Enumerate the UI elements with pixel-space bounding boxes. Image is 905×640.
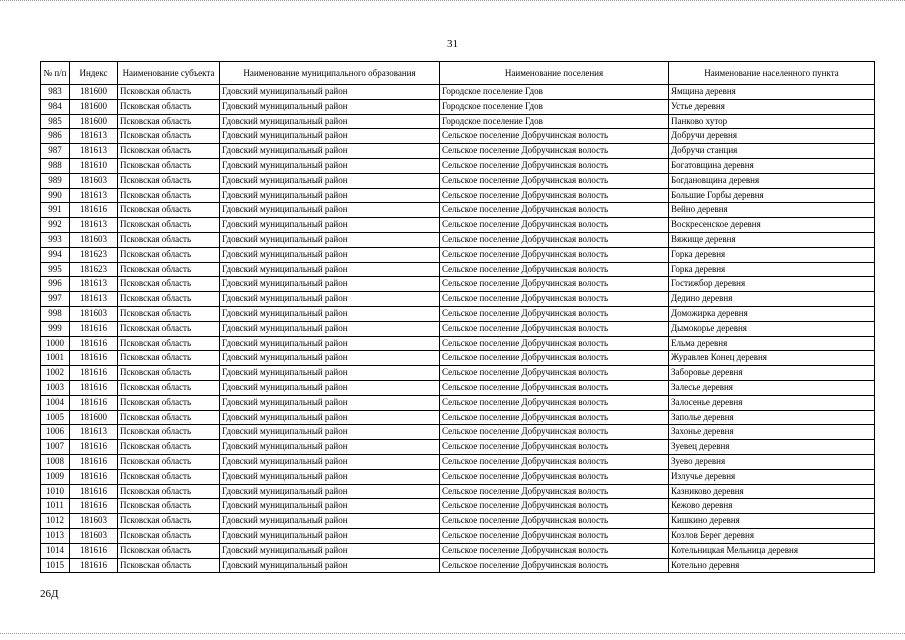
- cell-locality: Добручи деревня: [669, 129, 875, 144]
- cell-subject: Псковская область: [118, 277, 220, 292]
- cell-settlement: Сельское поселение Добручинская волость: [440, 469, 669, 484]
- cell-number: 1002: [41, 366, 70, 381]
- cell-settlement: Сельское поселение Добручинская волость: [440, 336, 669, 351]
- cell-index: 181616: [70, 440, 118, 455]
- table-row: [41, 499, 875, 514]
- cell-number: 1013: [41, 528, 70, 543]
- cell-subject: Псковская область: [118, 203, 220, 218]
- cell-locality: Горка деревня: [669, 247, 875, 262]
- table-row: [41, 336, 875, 351]
- cell-locality: Кежово деревня: [669, 499, 875, 514]
- cell-municipality: Гдовский муниципальный район: [220, 321, 440, 336]
- cell-locality: Воскресенское деревня: [669, 218, 875, 233]
- cell-municipality: Гдовский муниципальный район: [220, 366, 440, 381]
- cell-subject: Псковская область: [118, 543, 220, 558]
- cell-locality: Богдановщина деревня: [669, 173, 875, 188]
- cell-municipality: Гдовский муниципальный район: [220, 306, 440, 321]
- cell-number: 986: [41, 129, 70, 144]
- cell-subject: Псковская область: [118, 158, 220, 173]
- cell-number: 1007: [41, 440, 70, 455]
- table-row: [41, 380, 875, 395]
- cell-index: 181616: [70, 351, 118, 366]
- cell-settlement: Сельское поселение Добручинская волость: [440, 277, 669, 292]
- cell-settlement: Сельское поселение Добручинская волость: [440, 351, 669, 366]
- table-row: [41, 484, 875, 499]
- cell-settlement: Сельское поселение Добручинская волость: [440, 380, 669, 395]
- cell-settlement: Сельское поселение Добручинская волость: [440, 144, 669, 159]
- cell-municipality: Гдовский муниципальный район: [220, 188, 440, 203]
- cell-municipality: Гдовский муниципальный район: [220, 558, 440, 573]
- table-row: [41, 306, 875, 321]
- table-row: [41, 410, 875, 425]
- cell-subject: Псковская область: [118, 321, 220, 336]
- header-index: Индекс: [70, 62, 118, 85]
- table-row: [41, 144, 875, 159]
- cell-index: 181616: [70, 469, 118, 484]
- cell-index: 181616: [70, 380, 118, 395]
- cell-subject: Псковская область: [118, 129, 220, 144]
- settlements-table: [40, 61, 875, 573]
- table-row: [41, 262, 875, 277]
- cell-number: 990: [41, 188, 70, 203]
- table-row: [41, 425, 875, 440]
- cell-number: 1015: [41, 558, 70, 573]
- cell-index: 181603: [70, 528, 118, 543]
- cell-subject: Псковская область: [118, 454, 220, 469]
- cell-settlement: Сельское поселение Добручинская волость: [440, 528, 669, 543]
- cell-index: 181616: [70, 484, 118, 499]
- cell-subject: Псковская область: [118, 144, 220, 159]
- cell-locality: Панково хутор: [669, 114, 875, 129]
- cell-municipality: Гдовский муниципальный район: [220, 425, 440, 440]
- cell-number: 1009: [41, 469, 70, 484]
- table-row: [41, 173, 875, 188]
- cell-number: 1005: [41, 410, 70, 425]
- cell-settlement: Городское поселение Гдов: [440, 99, 669, 114]
- cell-settlement: Сельское поселение Добручинская волость: [440, 247, 669, 262]
- cell-municipality: Гдовский муниципальный район: [220, 85, 440, 100]
- cell-subject: Псковская область: [118, 484, 220, 499]
- cell-index: 181613: [70, 188, 118, 203]
- cell-settlement: Сельское поселение Добручинская волость: [440, 484, 669, 499]
- cell-index: 181613: [70, 129, 118, 144]
- cell-number: 1012: [41, 514, 70, 529]
- table-row: [41, 188, 875, 203]
- cell-index: 181600: [70, 85, 118, 100]
- cell-locality: Журавлев Конец деревня: [669, 351, 875, 366]
- cell-number: 989: [41, 173, 70, 188]
- header-municipality: Наименование муниципального образования: [220, 62, 440, 85]
- cell-locality: Зуевец деревня: [669, 440, 875, 455]
- cell-index: 181616: [70, 203, 118, 218]
- table-row: [41, 469, 875, 484]
- table-row: [41, 129, 875, 144]
- cell-settlement: Сельское поселение Добручинская волость: [440, 440, 669, 455]
- cell-municipality: Гдовский муниципальный район: [220, 144, 440, 159]
- cell-number: 997: [41, 292, 70, 307]
- cell-settlement: Сельское поселение Добручинская волость: [440, 499, 669, 514]
- cell-number: 991: [41, 203, 70, 218]
- cell-locality: Вяжище деревня: [669, 232, 875, 247]
- table-row: [41, 247, 875, 262]
- cell-index: 181616: [70, 543, 118, 558]
- cell-settlement: Сельское поселение Добручинская волость: [440, 543, 669, 558]
- cell-subject: Псковская область: [118, 499, 220, 514]
- cell-subject: Псковская область: [118, 440, 220, 455]
- cell-index: 181603: [70, 173, 118, 188]
- cell-index: 181613: [70, 218, 118, 233]
- table-row: [41, 558, 875, 573]
- cell-municipality: Гдовский муниципальный район: [220, 440, 440, 455]
- cell-locality: Зуево деревня: [669, 454, 875, 469]
- cell-index: 181616: [70, 395, 118, 410]
- cell-locality: Богатовщина деревня: [669, 158, 875, 173]
- cell-locality: Залосенье деревня: [669, 395, 875, 410]
- footer-code: 26Д: [40, 588, 59, 600]
- cell-number: 1001: [41, 351, 70, 366]
- table-row: [41, 85, 875, 100]
- cell-index: 181603: [70, 232, 118, 247]
- cell-locality: Залесье деревня: [669, 380, 875, 395]
- cell-index: 181616: [70, 454, 118, 469]
- cell-locality: Ямщина деревня: [669, 85, 875, 100]
- cell-subject: Псковская область: [118, 306, 220, 321]
- cell-municipality: Гдовский муниципальный район: [220, 262, 440, 277]
- cell-locality: Дымокорье деревня: [669, 321, 875, 336]
- cell-subject: Псковская область: [118, 247, 220, 262]
- table-body: [41, 85, 875, 573]
- table-row: [41, 232, 875, 247]
- cell-settlement: Сельское поселение Добручинская волость: [440, 514, 669, 529]
- cell-number: 984: [41, 99, 70, 114]
- cell-settlement: Сельское поселение Добручинская волость: [440, 218, 669, 233]
- cell-municipality: Гдовский муниципальный район: [220, 528, 440, 543]
- cell-number: 994: [41, 247, 70, 262]
- table-row: [41, 528, 875, 543]
- cell-subject: Псковская область: [118, 99, 220, 114]
- cell-locality: Заборовье деревня: [669, 366, 875, 381]
- cell-settlement: Сельское поселение Добручинская волость: [440, 129, 669, 144]
- cell-settlement: Сельское поселение Добручинская волость: [440, 410, 669, 425]
- cell-number: 998: [41, 306, 70, 321]
- cell-subject: Псковская область: [118, 336, 220, 351]
- cell-index: 181616: [70, 336, 118, 351]
- cell-settlement: Сельское поселение Добручинская волость: [440, 173, 669, 188]
- cell-locality: Горка деревня: [669, 262, 875, 277]
- cell-municipality: Гдовский муниципальный район: [220, 395, 440, 410]
- cell-index: 181613: [70, 144, 118, 159]
- cell-number: 1010: [41, 484, 70, 499]
- cell-subject: Псковская область: [118, 366, 220, 381]
- cell-municipality: Гдовский муниципальный район: [220, 484, 440, 499]
- header-number: № п/п: [41, 62, 70, 85]
- cell-settlement: Сельское поселение Добручинская волость: [440, 203, 669, 218]
- table-row: [41, 292, 875, 307]
- cell-index: 181616: [70, 499, 118, 514]
- table-row: [41, 543, 875, 558]
- header-subject: Наименование субъекта: [118, 62, 220, 85]
- cell-index: 181613: [70, 277, 118, 292]
- cell-locality: Котельницкая Мельница деревня: [669, 543, 875, 558]
- cell-locality: Казниково деревня: [669, 484, 875, 499]
- cell-municipality: Гдовский муниципальный район: [220, 158, 440, 173]
- cell-number: 985: [41, 114, 70, 129]
- table-row: [41, 366, 875, 381]
- cell-subject: Псковская область: [118, 514, 220, 529]
- cell-number: 993: [41, 232, 70, 247]
- cell-index: 181623: [70, 247, 118, 262]
- cell-locality: Гостижбор деревня: [669, 277, 875, 292]
- cell-locality: Кишкино деревня: [669, 514, 875, 529]
- page-number: 31: [447, 38, 458, 50]
- table-row: [41, 395, 875, 410]
- cell-municipality: Гдовский муниципальный район: [220, 543, 440, 558]
- cell-settlement: Сельское поселение Добручинская волость: [440, 188, 669, 203]
- cell-settlement: Сельское поселение Добручинская волость: [440, 366, 669, 381]
- cell-municipality: Гдовский муниципальный район: [220, 99, 440, 114]
- cell-locality: Дедино деревня: [669, 292, 875, 307]
- table-row: [41, 514, 875, 529]
- cell-locality: Заполье деревня: [669, 410, 875, 425]
- cell-municipality: Гдовский муниципальный район: [220, 247, 440, 262]
- cell-settlement: Сельское поселение Добручинская волость: [440, 425, 669, 440]
- cell-subject: Псковская область: [118, 232, 220, 247]
- cell-index: 181616: [70, 366, 118, 381]
- header-settlement: Наименование поселения: [440, 62, 669, 85]
- scan-edge-bottom: [0, 633, 905, 637]
- cell-locality: Козлов Берег деревня: [669, 528, 875, 543]
- cell-number: 988: [41, 158, 70, 173]
- cell-subject: Псковская область: [118, 218, 220, 233]
- cell-settlement: Сельское поселение Добручинская волость: [440, 321, 669, 336]
- cell-municipality: Гдовский муниципальный район: [220, 292, 440, 307]
- cell-index: 181600: [70, 114, 118, 129]
- cell-locality: Котельно деревня: [669, 558, 875, 573]
- cell-municipality: Гдовский муниципальный район: [220, 469, 440, 484]
- cell-settlement: Сельское поселение Добручинская волость: [440, 395, 669, 410]
- cell-index: 181616: [70, 321, 118, 336]
- cell-number: 1004: [41, 395, 70, 410]
- cell-index: 181613: [70, 292, 118, 307]
- cell-index: 181603: [70, 514, 118, 529]
- cell-municipality: Гдовский муниципальный район: [220, 380, 440, 395]
- cell-locality: Ельма деревня: [669, 336, 875, 351]
- cell-settlement: Сельское поселение Добручинская волость: [440, 262, 669, 277]
- cell-municipality: Гдовский муниципальный район: [220, 232, 440, 247]
- cell-number: 996: [41, 277, 70, 292]
- table-row: [41, 440, 875, 455]
- cell-subject: Псковская область: [118, 188, 220, 203]
- cell-index: 181603: [70, 306, 118, 321]
- cell-subject: Псковская область: [118, 425, 220, 440]
- cell-index: 181623: [70, 262, 118, 277]
- cell-settlement: Сельское поселение Добручинская волость: [440, 306, 669, 321]
- cell-number: 1006: [41, 425, 70, 440]
- cell-subject: Псковская область: [118, 292, 220, 307]
- cell-municipality: Гдовский муниципальный район: [220, 114, 440, 129]
- cell-index: 181600: [70, 99, 118, 114]
- cell-subject: Псковская область: [118, 558, 220, 573]
- cell-settlement: Сельское поселение Добручинская волость: [440, 558, 669, 573]
- cell-subject: Псковская область: [118, 85, 220, 100]
- table-row: [41, 114, 875, 129]
- table-row: [41, 218, 875, 233]
- cell-municipality: Гдовский муниципальный район: [220, 351, 440, 366]
- cell-municipality: Гдовский муниципальный район: [220, 454, 440, 469]
- cell-subject: Псковская область: [118, 469, 220, 484]
- cell-municipality: Гдовский муниципальный район: [220, 218, 440, 233]
- cell-number: 1008: [41, 454, 70, 469]
- scan-edge-top: [0, 0, 905, 4]
- cell-locality: Доможирка деревня: [669, 306, 875, 321]
- cell-subject: Псковская область: [118, 173, 220, 188]
- cell-settlement: Сельское поселение Добручинская волость: [440, 158, 669, 173]
- cell-number: 1014: [41, 543, 70, 558]
- cell-locality: Излучье деревня: [669, 469, 875, 484]
- table-row: [41, 454, 875, 469]
- cell-subject: Псковская область: [118, 410, 220, 425]
- cell-index: 181610: [70, 158, 118, 173]
- cell-municipality: Гдовский муниципальный район: [220, 277, 440, 292]
- cell-subject: Псковская область: [118, 395, 220, 410]
- cell-settlement: Городское поселение Гдов: [440, 114, 669, 129]
- header-locality: Наименование населенного пункта: [669, 62, 875, 85]
- cell-municipality: Гдовский муниципальный район: [220, 173, 440, 188]
- cell-number: 1000: [41, 336, 70, 351]
- table-row: [41, 277, 875, 292]
- cell-number: 992: [41, 218, 70, 233]
- cell-index: 181613: [70, 425, 118, 440]
- cell-municipality: Гдовский муниципальный район: [220, 499, 440, 514]
- cell-index: 181616: [70, 558, 118, 573]
- cell-municipality: Гдовский муниципальный район: [220, 410, 440, 425]
- table-header-row: [41, 62, 875, 85]
- cell-number: 995: [41, 262, 70, 277]
- table-row: [41, 158, 875, 173]
- cell-subject: Псковская область: [118, 528, 220, 543]
- cell-locality: Большие Горбы деревня: [669, 188, 875, 203]
- cell-subject: Псковская область: [118, 114, 220, 129]
- table-row: [41, 203, 875, 218]
- table-row: [41, 99, 875, 114]
- cell-subject: Псковская область: [118, 351, 220, 366]
- table-row: [41, 351, 875, 366]
- cell-municipality: Гдовский муниципальный район: [220, 129, 440, 144]
- cell-subject: Псковская область: [118, 380, 220, 395]
- cell-locality: Вейно деревня: [669, 203, 875, 218]
- cell-index: 181600: [70, 410, 118, 425]
- cell-settlement: Городское поселение Гдов: [440, 85, 669, 100]
- cell-municipality: Гдовский муниципальный район: [220, 203, 440, 218]
- cell-settlement: Сельское поселение Добручинская волость: [440, 292, 669, 307]
- cell-locality: Захонье деревня: [669, 425, 875, 440]
- cell-locality: Добручи станция: [669, 144, 875, 159]
- cell-number: 1003: [41, 380, 70, 395]
- cell-subject: Псковская область: [118, 262, 220, 277]
- cell-settlement: Сельское поселение Добручинская волость: [440, 454, 669, 469]
- cell-municipality: Гдовский муниципальный район: [220, 514, 440, 529]
- cell-number: 987: [41, 144, 70, 159]
- cell-locality: Устье деревня: [669, 99, 875, 114]
- table-row: [41, 321, 875, 336]
- cell-number: 983: [41, 85, 70, 100]
- cell-number: 1011: [41, 499, 70, 514]
- cell-settlement: Сельское поселение Добручинская волость: [440, 232, 669, 247]
- cell-municipality: Гдовский муниципальный район: [220, 336, 440, 351]
- cell-number: 999: [41, 321, 70, 336]
